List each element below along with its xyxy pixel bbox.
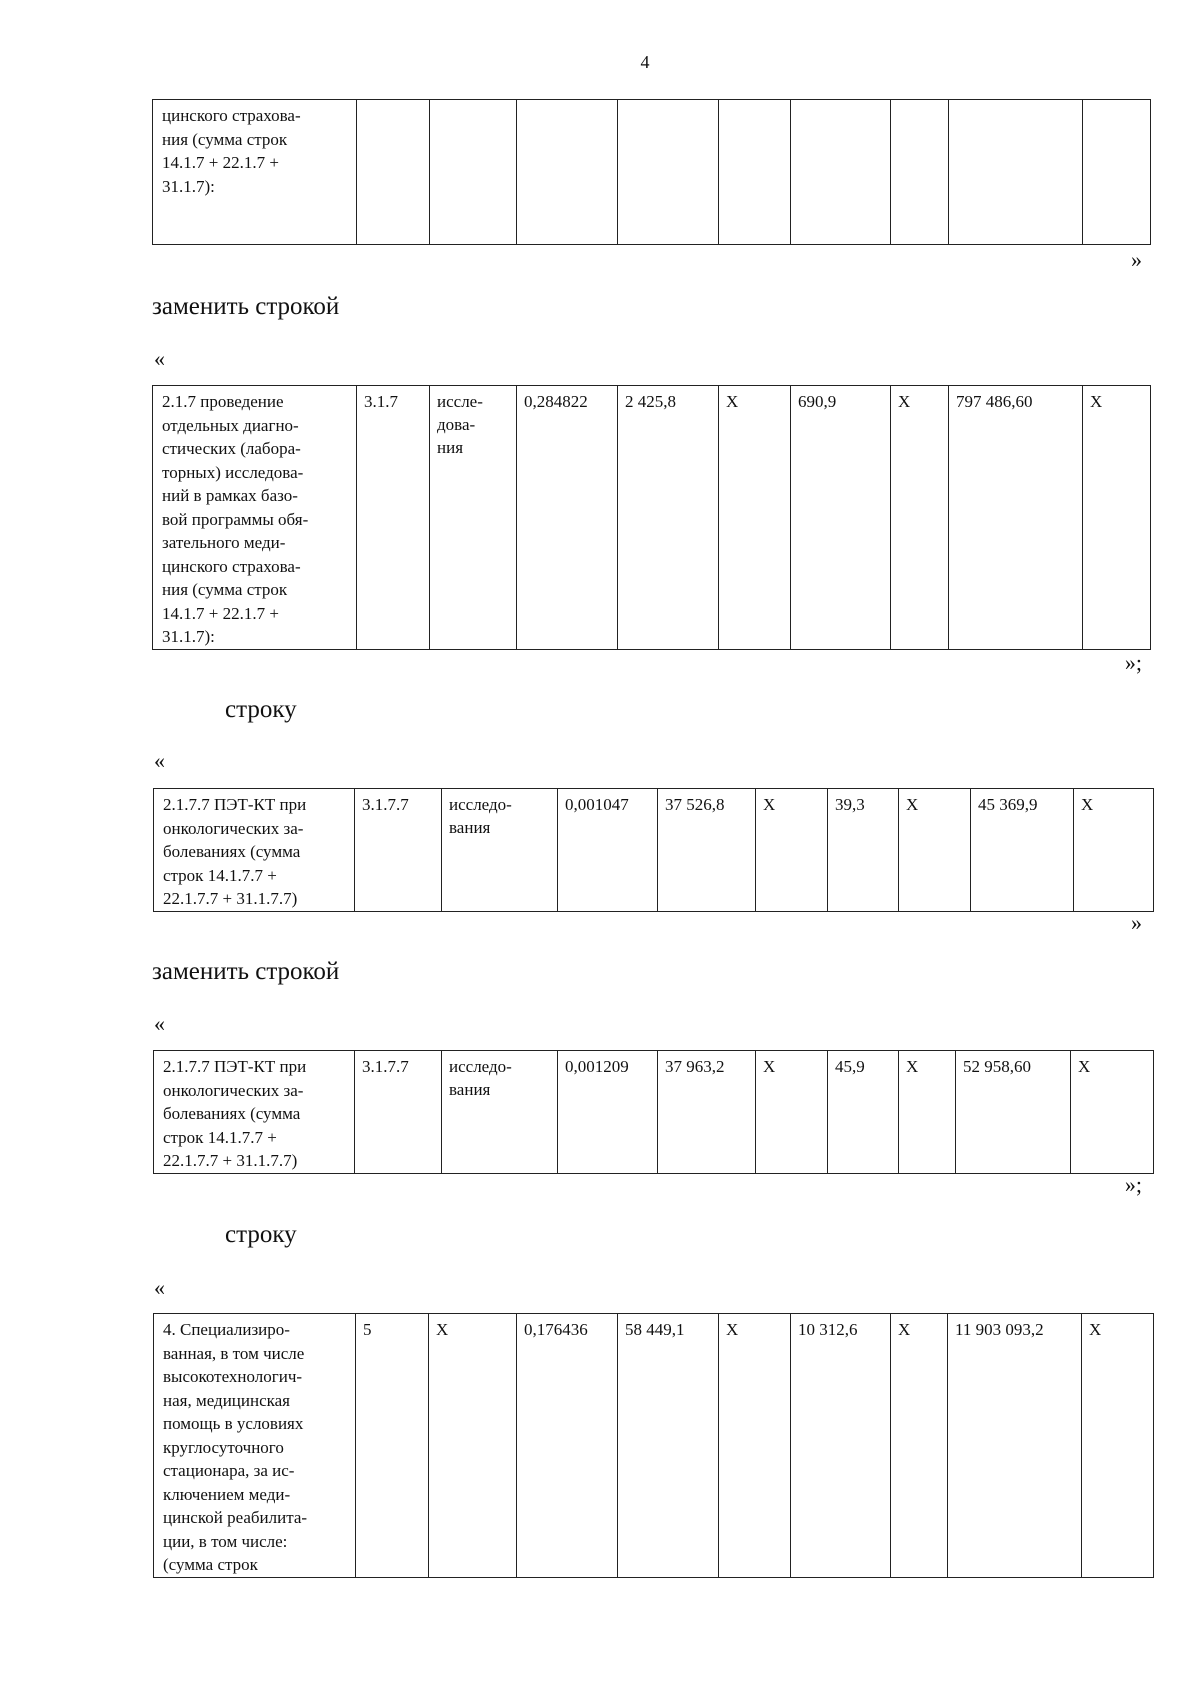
table-cell: 45 369,9 [971, 789, 1074, 912]
table-fragment-3 [153, 788, 1154, 912]
instruction-text: строку [225, 696, 297, 723]
table-cell: 10 312,6 [791, 1314, 891, 1578]
table-row [153, 386, 1151, 650]
closing-quote: » [1131, 247, 1142, 272]
table-cell: Х [1083, 386, 1151, 650]
table-cell [949, 100, 1083, 245]
table-cell: 797 486,60 [949, 386, 1083, 650]
instruction-text: заменить строкой [152, 958, 340, 985]
table-cell: 0,001047 [558, 789, 658, 912]
table-cell: 45,9 [828, 1051, 899, 1174]
table-cell: Х [756, 789, 828, 912]
table-cell [719, 100, 791, 245]
row-code: 3.1.7.7 [355, 789, 442, 912]
table-cell: 52 958,60 [956, 1051, 1071, 1174]
table-cell: Х [899, 789, 971, 912]
table-cell: 11 903 093,2 [948, 1314, 1082, 1578]
table-cell [1083, 100, 1151, 245]
table-cell [357, 100, 430, 245]
table-cell: 39,3 [828, 789, 899, 912]
instruction-text: заменить строкой [152, 293, 340, 320]
table-cell: Х [1071, 1051, 1154, 1174]
table-fragment-4 [153, 1050, 1154, 1174]
row-code: 3.1.7 [357, 386, 430, 650]
opening-quote: « [154, 1011, 165, 1036]
closing-quote: »; [1124, 1172, 1142, 1197]
row-description: цинского страхова- ния (сумма строк 14.1.7 + 22.1.7 + 31.1.7): [153, 100, 357, 245]
table-cell: Х [891, 386, 949, 650]
table-cell: 0,176436 [517, 1314, 618, 1578]
table-cell: Х [899, 1051, 956, 1174]
unit-cell: исследо- вания [442, 789, 558, 912]
table-cell [891, 100, 949, 245]
table-cell: Х [1074, 789, 1154, 912]
row-description: 4. Специализиро- ванная, в том числе высокотехнологич- ная, медицинская помощь в условиях круглосуточного стационара, за ис- ключением меди- цинской реабилита- ции, в том числе: (сумма строк [154, 1314, 356, 1578]
instruction-text: строку [225, 1221, 297, 1248]
table-cell: 690,9 [791, 386, 891, 650]
table-cell: 0,284822 [517, 386, 618, 650]
table-cell: Х [756, 1051, 828, 1174]
table-row [154, 1314, 1154, 1578]
table-cell: 0,001209 [558, 1051, 658, 1174]
table-row [154, 789, 1154, 912]
table-fragment-5 [153, 1313, 1154, 1578]
table-row [154, 1051, 1154, 1174]
table-row [153, 100, 1151, 245]
unit-cell: исследо- вания [442, 1051, 558, 1174]
table-cell [791, 100, 891, 245]
unit-cell: Х [429, 1314, 517, 1578]
table-cell: Х [1082, 1314, 1154, 1578]
opening-quote: « [154, 346, 165, 371]
table-cell [430, 100, 517, 245]
row-code: 5 [356, 1314, 429, 1578]
table-cell: Х [891, 1314, 948, 1578]
table-cell: 37 963,2 [658, 1051, 756, 1174]
page-number: 4 [640, 52, 650, 72]
table-cell: 37 526,8 [658, 789, 756, 912]
row-description: 2.1.7.7 ПЭТ-КТ при онкологических за- болеваниях (сумма строк 14.1.7.7 + 22.1.7.7 + 31.1.7.7) [154, 1051, 355, 1174]
table-cell [517, 100, 618, 245]
opening-quote: « [154, 1275, 165, 1300]
row-description: 2.1.7.7 ПЭТ-КТ при онкологических за- болеваниях (сумма строк 14.1.7.7 + 22.1.7.7 + 31.1.7.7) [154, 789, 355, 912]
table-fragment-1 [152, 99, 1151, 245]
table-cell: Х [719, 1314, 791, 1578]
opening-quote: « [154, 748, 165, 773]
table-cell [618, 100, 719, 245]
table-cell: 2 425,8 [618, 386, 719, 650]
closing-quote: »; [1124, 650, 1142, 675]
closing-quote: » [1131, 910, 1142, 935]
table-cell: 58 449,1 [618, 1314, 719, 1578]
row-code: 3.1.7.7 [355, 1051, 442, 1174]
row-description: 2.1.7 проведение отдельных диагно- стических (лабора- торных) исследова- ний в рамках базо- вой программы обя- зательного меди- цинского страхова- ния (сумма строк 14.1.7 + 22.1.7 + 31.1.7): [153, 386, 357, 650]
table-fragment-2 [152, 385, 1151, 650]
unit-cell: иссле- дова- ния [430, 386, 517, 650]
table-cell: Х [719, 386, 791, 650]
